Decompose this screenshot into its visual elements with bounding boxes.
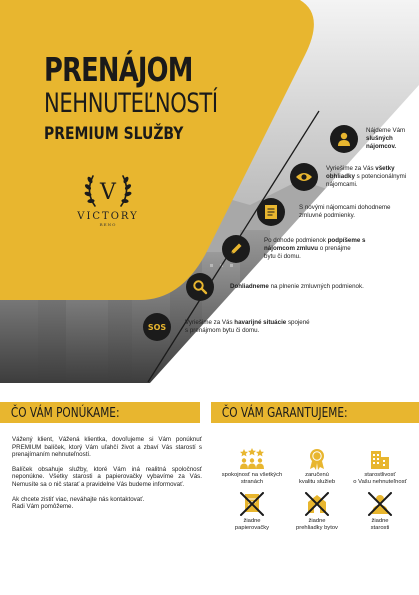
feature-text-segment: obhliadky <box>326 173 355 180</box>
feature-item-emergency <box>143 313 310 341</box>
guarantee-label: stranách <box>240 479 264 485</box>
guarantee-item-quality <box>282 448 352 486</box>
feature-text <box>264 237 365 261</box>
feature-text <box>366 127 405 151</box>
feature-text-segment: Vyriešime za Vás <box>185 319 235 326</box>
guarantee-label: žiadne <box>243 518 261 524</box>
laurel-wreath-icon <box>83 170 133 210</box>
guarantee-item-no-viewings <box>282 492 352 532</box>
feature-text-segment: podpíšeme s <box>327 237 366 244</box>
stars-people-icon <box>238 448 266 470</box>
feature-text-segment: na plnenie zmluvných podmienok. <box>268 283 364 290</box>
feature-text-segment: o prenájme <box>317 245 351 252</box>
feature-text-segment: s prenájmom bytu či domu. <box>185 327 260 334</box>
logo-subtitle: RENO <box>99 222 117 227</box>
feature-text-segment: Po dohode podmienok <box>264 237 328 244</box>
guarantee-label: starostlivosť <box>364 472 396 478</box>
feature-text <box>326 165 406 189</box>
building-icon <box>369 448 391 470</box>
feature-item-sign-contract <box>222 235 365 263</box>
feature-text-segment: nájomcom zmluvu <box>264 245 318 252</box>
offer-paragraph-3 <box>12 496 202 511</box>
medal-icon <box>306 448 328 470</box>
feature-text-segment: bytu či domu. <box>264 253 301 260</box>
eye-icon <box>290 163 318 191</box>
feature-text-segment: spojené <box>286 319 310 326</box>
offer-text <box>12 436 202 511</box>
guarantee-item-satisfaction <box>217 448 287 486</box>
guarantee-item-no-paperwork <box>217 492 287 532</box>
victory-logo <box>66 170 150 227</box>
no-paperwork-icon <box>239 492 265 516</box>
feature-text-segment: zmluvné podmienky. <box>299 212 355 219</box>
svg-text:SOS: SOS <box>147 323 167 332</box>
feature-text-segment: Dohliadneme <box>230 283 269 290</box>
feature-text-segment: Nájdeme Vám <box>366 127 406 134</box>
guarantee-label: zaručenú <box>305 472 329 478</box>
feature-text-segment: všetky <box>375 165 395 172</box>
feature-text-segment: slušných <box>366 135 393 142</box>
pen-icon <box>222 235 250 263</box>
logo-name: VICTORY <box>77 211 139 222</box>
feature-text <box>230 283 364 291</box>
offer-paragraph-1: Vážený klient, Vážená klientka, dovoľujeme si Vám ponúknuť PREMIUM balíček, ktorý Vám uľahčí život a zbaví Vás starostí s prenajímaním nehnuteľností. <box>12 436 202 459</box>
offer-section-title: ČO VÁM PONÚKAME: <box>10 404 120 421</box>
no-viewings-icon <box>304 492 330 516</box>
guarantee-label: žiadne <box>308 518 326 524</box>
title-line-3: PREMIUM SLUŽBY <box>44 124 184 144</box>
offer-section-header <box>0 402 200 423</box>
guarantee-label: kvalitu služieb <box>298 479 336 485</box>
feature-item-tenants <box>330 125 405 153</box>
person-icon <box>330 125 358 153</box>
feature-text <box>299 204 390 220</box>
hero-titles <box>44 52 267 146</box>
sos-icon <box>143 313 171 341</box>
offer-paragraph-3-line-1: Ak chcete zistiť viac, neváhajte nás kontaktovať. <box>12 495 145 503</box>
feature-text-segment: nájomcov. <box>366 143 397 150</box>
guarantee-label: prehliadky bytov <box>296 525 338 531</box>
guarantee-label: spokojnosť na všetkých <box>221 472 283 478</box>
offer-paragraph-3-line-2: Radi Vám pomôžeme. <box>12 503 74 511</box>
guarantee-label: papierovačky <box>234 525 270 531</box>
magnifier-icon <box>186 273 214 301</box>
guarantee-item-no-worries <box>345 492 415 532</box>
feature-text-segment: Vyriešime za Vás <box>326 165 376 172</box>
guarantee-label: žiadne <box>371 518 389 524</box>
feature-text-segment: nájomcami. <box>326 181 358 188</box>
feature-item-supervision <box>186 273 364 301</box>
feature-text-segment: S novými nájomcami dohodneme <box>299 204 391 211</box>
title-line-1: PRENÁJOM <box>44 50 193 89</box>
logo-monogram: V <box>100 180 116 205</box>
title-line-2: NEHNUTEĽNOSTÍ <box>44 88 218 119</box>
guarantee-item-care <box>345 448 415 486</box>
guarantee-section-title: ČO VÁM GARANTUJEME: <box>221 404 348 421</box>
feature-item-contract-terms <box>257 198 390 226</box>
offer-paragraph-2: Balíček obsahuje služby, ktoré Vám iná realitná spoločnosť neponúkne. Všetky starosti a papierovačky vybavíme za Vás. Nemusíte sa o nič starať a pravidelne Vás budeme informovať. <box>12 465 202 488</box>
feature-item-viewings <box>290 163 406 191</box>
feature-text-segment: havarijné situácie <box>234 319 287 326</box>
feature-text <box>185 319 310 335</box>
guarantee-section-header <box>211 402 419 423</box>
guarantee-label: starosti <box>370 525 390 531</box>
feature-text-segment: s potencionálnymi <box>354 173 407 180</box>
document-icon <box>257 198 285 226</box>
guarantee-label: o Vašu nehnuteľnosť <box>353 479 407 485</box>
no-worries-icon <box>367 492 393 516</box>
